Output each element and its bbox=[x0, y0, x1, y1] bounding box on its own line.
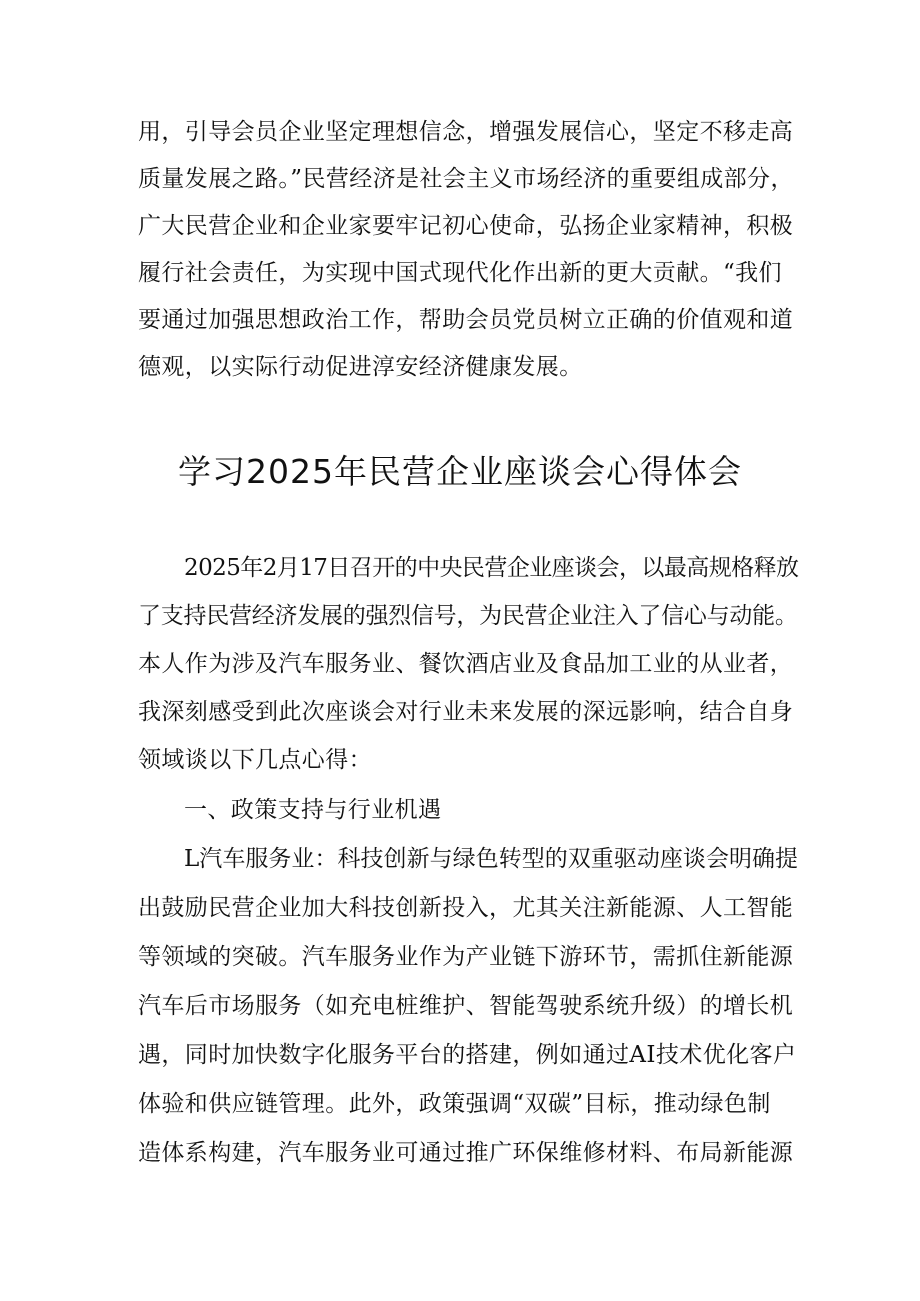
prev-paragraph-line: 履行社会责任，为实现中国式现代化作出新的更大贡献。“我们 bbox=[138, 260, 782, 286]
body-paragraph-line: 汽车后市场服务（如充电桩维护、智能驾驶系统升级）的增长机 bbox=[138, 993, 794, 1019]
intro-paragraph-line: 2025年2月17日召开的中央民营企业座谈会，以最高规格释放 bbox=[184, 555, 799, 581]
prev-paragraph-line: 广大民营企业和企业家要牢记初心使命，弘扬企业家精神，积极 bbox=[138, 213, 794, 239]
prev-paragraph-line: 质量发展之路。”民营经济是社会主义市场经济的重要组成部分， bbox=[138, 166, 794, 192]
body-paragraph-line: L汽车服务业：科技创新与绿色转型的双重驱动座谈会明确提 bbox=[184, 846, 799, 872]
intro-paragraph-line: 本人作为涉及汽车服务业、餐饮酒店业及食品加工业的从业者， bbox=[138, 651, 794, 677]
body-paragraph-line: 等领域的突破。汽车服务业作为产业链下游环节，需抓住新能源 bbox=[138, 944, 794, 970]
intro-paragraph-line: 领域谈以下几点心得： bbox=[138, 747, 372, 773]
body-paragraph-line: 出鼓励民营企业加大科技创新投入，尤其关注新能源、人工智能 bbox=[138, 895, 794, 921]
section-heading: 一、政策支持与行业机遇 bbox=[184, 797, 442, 823]
intro-paragraph-line: 我深刻感受到此次座谈会对行业未来发展的深远影响，结合自身 bbox=[138, 699, 794, 725]
body-paragraph-line: 造体系构建，汽车服务业可通过推广环保维修材料、布局新能源 bbox=[138, 1140, 794, 1166]
prev-paragraph-line: 要通过加强思想政治工作，帮助会员党员树立正确的价值观和道 bbox=[138, 307, 794, 333]
prev-paragraph-line: 用，引导会员企业坚定理想信念，增强发展信心，坚定不移走高 bbox=[138, 119, 794, 145]
prev-paragraph-line: 德观，以实际行动促进淳安经济健康发展。 bbox=[138, 354, 583, 380]
body-paragraph-line: 遇，同时加快数字化服务平台的搭建，例如通过AI技术优化客户 bbox=[138, 1042, 797, 1068]
document-title: 学习2025年民营企业座谈会心得体会 bbox=[178, 452, 742, 491]
body-paragraph-line: 体验和供应链管理。此外，政策强调“双碳”目标，推动绿色制 bbox=[138, 1091, 771, 1117]
intro-paragraph-line: 了支持民营经济发展的强烈信号，为民营企业注入了信心与动能。 bbox=[138, 603, 798, 629]
